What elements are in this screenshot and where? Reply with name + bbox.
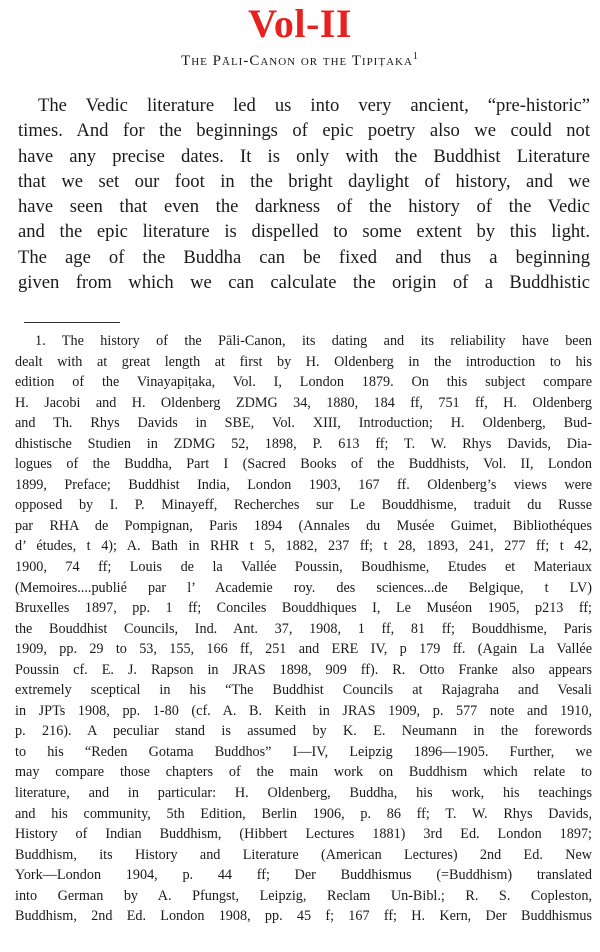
volume-heading: Vol-II xyxy=(248,1,352,46)
body-line: and the epic literature is dispelled to some extent by this light. xyxy=(18,221,590,243)
footnote-line: logues of the Buddha, Part I (Sacred Books of the Buddhists, Vol. II, London xyxy=(15,456,592,473)
footnote-line: extremely sceptical in his “The Buddhist Councils at Rajagraha and Vesali xyxy=(15,682,592,699)
footnote-line: (Memoires....publié par l’ Academie roy. des sciences...de Belgique, t LV) xyxy=(15,579,592,596)
footnote-line: to his “Reden Gotama Buddhos” I—IV, Leipzig 1896—1905. Further, we xyxy=(15,743,592,760)
body-line: The age of the Buddha can be fixed and thus a beginning xyxy=(18,246,590,268)
footnote-line: opposed by I. P. Minayeff, Recherches sur Le Bouddhisme, traduit du Russe xyxy=(15,497,592,514)
footnote-line: and Th. Rhys Davids in SBE, Vol. XIII, Introduction; H. Oldenberg, Bud- xyxy=(15,415,592,432)
footnote-line: par RHA de Pompignan, Paris 1894 (Annales du Musée Guimet, Bibliothéques xyxy=(15,517,592,534)
body-line: have seen that even the darkness of the history of the Vedic xyxy=(18,196,590,218)
footnote-line: dhistische Studien in ZDMG 52, 1898, P. 613 ff; T. W. Rhys Davids, Dia- xyxy=(15,435,592,452)
footnote-line: Buddhism, its History and Literature (American Lectures) 2nd Ed. New xyxy=(15,846,592,863)
footnote-line: 1899, Preface; Buddhist India, London 1903, 167 ff. Oldenberg’s views were xyxy=(15,476,592,493)
body-line: The Vedic literature led us into very ancient, “pre-historic” xyxy=(38,95,590,116)
footnote-marker: 1 xyxy=(412,51,419,62)
footnote-line: Bruxelles 1897, pp. 1 ff; Conciles Bouddhiques I, Le Muséon 1905, p213 ff; xyxy=(15,600,592,617)
footnote-block xyxy=(15,331,592,927)
footnote-line: Poussin cf. E. J. Rapson in JRAS 1898, 909 ff). R. Otto Franke also appears xyxy=(15,661,592,678)
footnote-line: 1. The history of the Pāli-Canon, its dating and its reliability have been xyxy=(35,333,592,349)
body-line: times. And for the beginnings of epic poetry also we could not xyxy=(18,120,590,142)
footnote-line: 1909, pp. 29 to 53, 155, 166 ff, 251 and ERE IV, p 179 ff. (Again La Vallée xyxy=(15,641,592,658)
body-paragraph xyxy=(18,93,590,295)
footnote-divider xyxy=(24,322,120,323)
body-line: given from which we can calculate the origin of a Buddhistic xyxy=(18,272,590,294)
footnote-line: Buddhism, 2nd Ed. London 1908, pp. 45 f; 167 ff; H. Kern, Der Buddhismus xyxy=(15,908,592,925)
footnote-line: York—London 1904, p. 44 ff; Der Buddhismus (=Buddhism) translated xyxy=(15,867,592,884)
chapter-title xyxy=(0,48,600,70)
body-line: have any precise dates. It is only with the Buddhist Literature xyxy=(18,145,590,167)
footnote-line: literature, and in particular: H. Oldenberg, Buddha, his work, his teachings xyxy=(15,785,592,802)
footnote-line: in JPTs 1908, pp. 1-80 (cf. A. B. Keith in JRAS 1909, p. 577 note and 1910, xyxy=(15,702,592,719)
footnote-line: may compare those chapters of the main work on Buddhism which relate to xyxy=(15,764,592,781)
body-line: that we set our foot in the bright daylight of history, and we xyxy=(18,170,590,192)
footnote-line: the Bouddhist Councils, Ind. Ant. 37, 1908, 1 ff, 81 ff; Bouddhisme, Paris xyxy=(15,620,592,637)
footnote-line: H. Jacobi and H. Oldenberg ZDMG 34, 1880, 184 ff, 751 ff, H. Oldenberg xyxy=(15,394,592,411)
footnote-line: 1900, 74 ff; Louis de la Vallée Poussin, Boudhisme, Etudes et Materiaux xyxy=(15,559,592,576)
footnote-line: dealt with at great length at first by H. Oldenberg in the introduction to his xyxy=(15,353,592,370)
footnote-line: edition of the Vinayapiṭaka, Vol. I, London 1879. On this subject compare xyxy=(15,374,592,391)
footnote-line: p. 216). A peculiar stand is assumed by K. E. Neumann in the forewords xyxy=(15,723,592,740)
footnote-line: d’ études, t 4); A. Bath in RHR t 5, 1882, 237 ff; t 28, 1893, 241, 277 ff; t 42, xyxy=(15,538,592,555)
chapter-title-text: The Pāli-Canon or the Tipiṭaka xyxy=(181,53,413,69)
footnote-line: History of Indian Buddhism, (Hibbert Lectures 1881) 3rd Ed. London 1897; xyxy=(15,826,592,843)
footnote-line: into German by A. Pfungst, Leipzig, Reclam Un-Bibl.; R. S. Copleston, xyxy=(15,887,592,904)
footnote-line: and his community, 5th Edition, Berlin 1906, p. 86 ff; T. W. Rhys Davids, xyxy=(15,805,592,822)
